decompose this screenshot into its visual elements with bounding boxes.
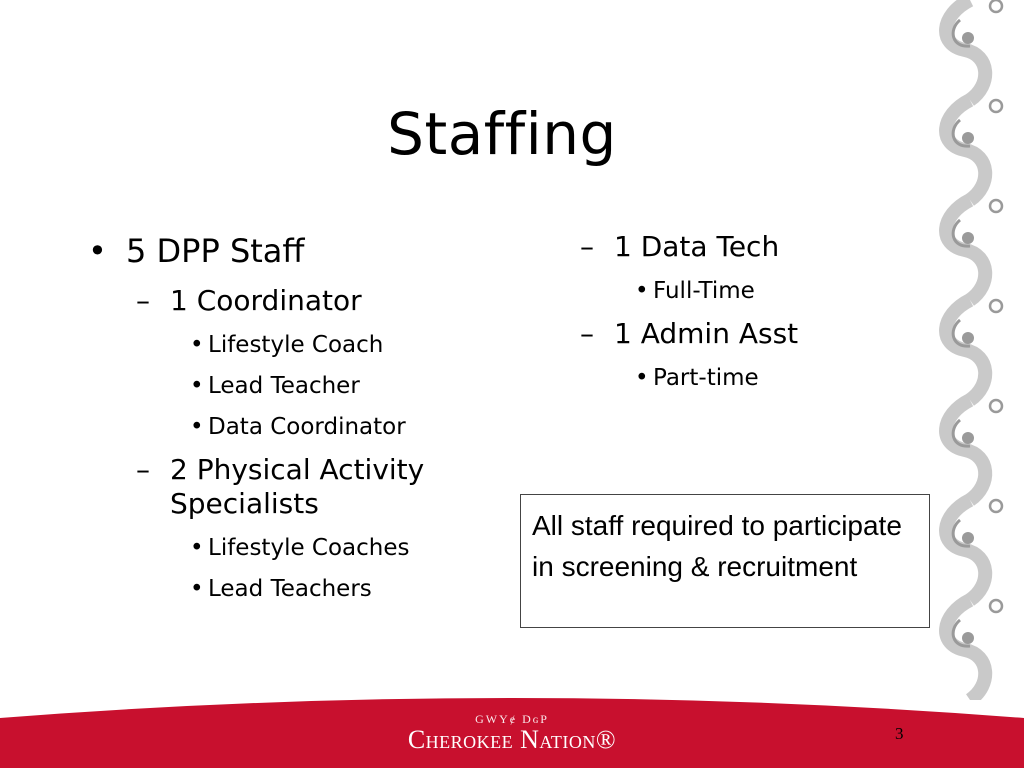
bullet-level3	[190, 372, 498, 400]
bullet-marker: •	[635, 365, 649, 391]
ornament-ring	[990, 0, 1002, 12]
bullet-level3	[190, 534, 498, 562]
ornament-ring	[990, 300, 1002, 312]
ornament-dot	[962, 632, 974, 644]
bullet-text: Lead Teacher	[208, 373, 360, 399]
ornament-ring	[990, 400, 1002, 412]
ornament-scroll	[946, 0, 985, 100]
footer-band	[0, 680, 1024, 768]
bullet-level3	[190, 331, 498, 359]
bullet-level3	[635, 277, 910, 305]
ornament-ring	[990, 600, 1002, 612]
bullet-marker: •	[88, 232, 107, 270]
bullet-level2	[580, 230, 910, 264]
left-bullet-column	[88, 230, 498, 603]
dash-marker: –	[136, 453, 150, 486]
ornament-dot	[962, 32, 974, 44]
bullet-text: Lifestyle Coaches	[208, 535, 410, 561]
ornament-scroll	[946, 300, 985, 400]
ornament-scroll	[946, 200, 985, 300]
right-bullet-column	[580, 230, 910, 392]
bullet-level2	[580, 317, 910, 351]
bullet-marker: •	[190, 576, 204, 602]
bullet-marker: •	[190, 373, 204, 399]
bullet-text: Lifestyle Coach	[208, 332, 384, 358]
bullet-level1	[88, 230, 498, 272]
ornament-ring	[990, 200, 1002, 212]
slide-title: Staffing	[387, 100, 617, 168]
bullet-marker: •	[190, 332, 204, 358]
bullet-level3	[635, 364, 910, 392]
bullet-level2	[136, 284, 498, 318]
ornament-scroll	[946, 500, 985, 600]
bullet-text: 1 Data Tech	[614, 230, 780, 263]
cherokee-nation-logo: Cherokee Nation®	[407, 725, 617, 754]
ornament-dot	[962, 532, 974, 544]
bullet-text: 5 DPP Staff	[126, 232, 305, 270]
ornament-scroll	[946, 400, 985, 500]
dash-marker: –	[580, 317, 594, 350]
ornament-dot	[962, 432, 974, 444]
bullet-level2	[136, 453, 470, 521]
bullet-marker: •	[635, 278, 649, 304]
bullet-text: 1 Coordinator	[170, 284, 362, 317]
bullet-marker: •	[190, 414, 204, 440]
bullet-level3	[190, 575, 498, 603]
page-number: 3	[895, 724, 904, 743]
bullet-text: Data Coordinator	[208, 414, 406, 440]
ornament-dot	[962, 332, 974, 344]
logo-syllabary: GWYɇ DɢP	[475, 712, 549, 726]
bullet-level3	[190, 413, 498, 441]
bullet-text: Part-time	[653, 365, 759, 391]
dash-marker: –	[136, 284, 150, 317]
ornament-ring	[990, 500, 1002, 512]
bullet-text: 1 Admin Asst	[614, 317, 799, 350]
bullet-marker: •	[190, 535, 204, 561]
callout-box: All staff required to participate in screening & recruitment	[520, 494, 930, 628]
dash-marker: –	[580, 230, 594, 263]
ornament-dot	[962, 232, 974, 244]
bullet-text: 2 Physical Activity Specialists	[170, 453, 425, 520]
bullet-text: Full-Time	[653, 278, 755, 304]
bullet-text: Lead Teachers	[208, 576, 372, 602]
